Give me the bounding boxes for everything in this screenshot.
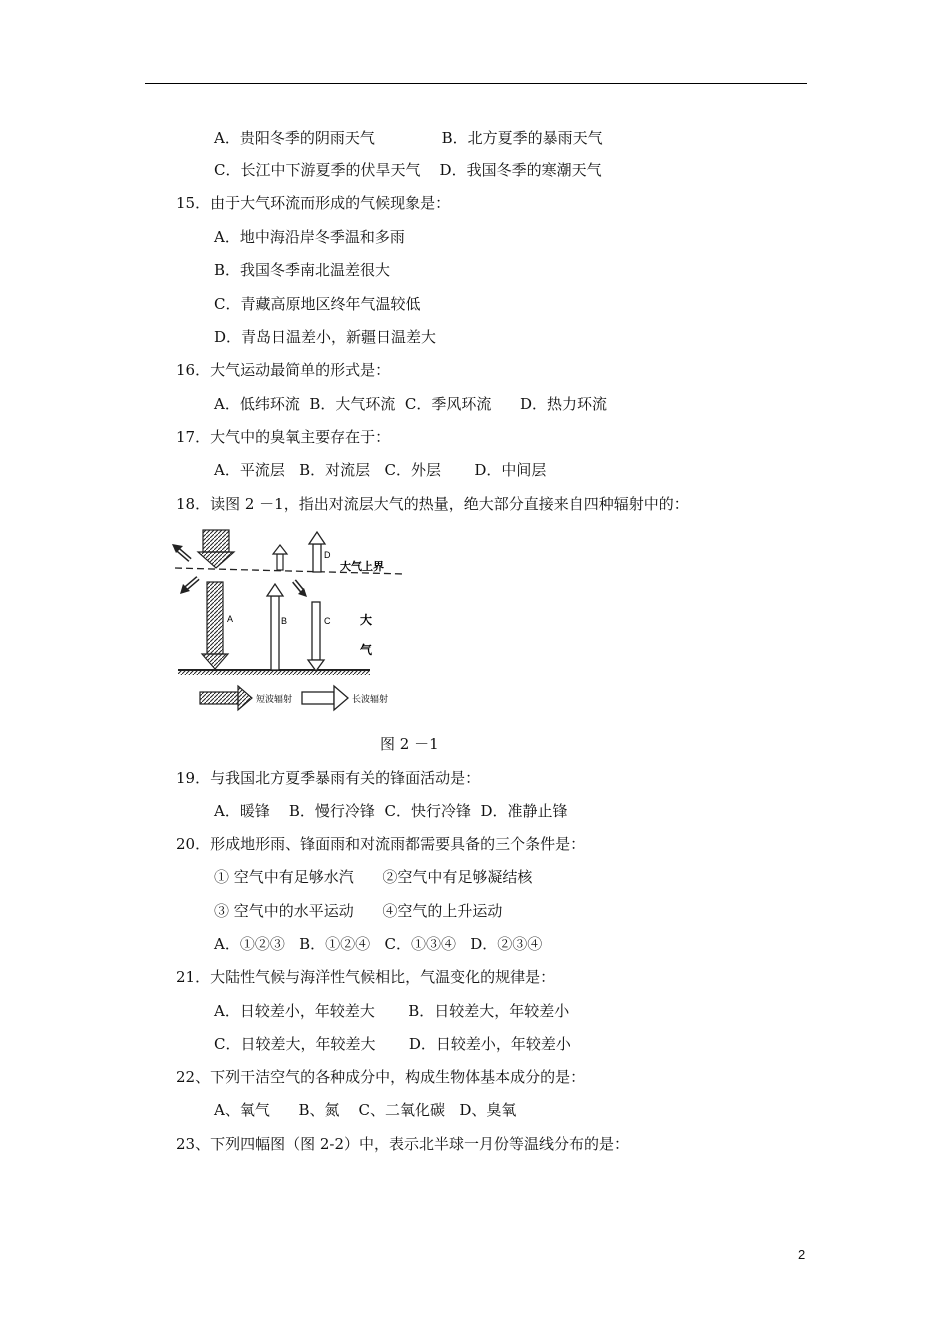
question-18: 18．读图 2 －1，指出对流层大气的热量，绝大部分直接来自四种辐射中的： bbox=[176, 495, 689, 513]
question-21: 21．大陆性气候与海洋性气候相比，气温变化的规律是： bbox=[176, 968, 556, 986]
q20-options: A．①②③ B．①②④ C．①③④ D．②③④ bbox=[214, 935, 543, 953]
small-up-arrow bbox=[273, 545, 287, 570]
question-23: 23、下列四幅图（图 2-2）中，表示北半球一月份等温线分布的是： bbox=[176, 1135, 630, 1153]
legend-short-wave-arrow bbox=[200, 686, 252, 710]
question-22: 22、下列干洁空气的各种成分中，构成生物体基本成分的是： bbox=[176, 1068, 586, 1086]
label-a: A bbox=[227, 614, 234, 624]
q15-option-c: C．青藏高原地区终年气温较低 bbox=[214, 295, 421, 313]
atmosphere-label-1: 大 bbox=[360, 613, 373, 627]
arrow-c bbox=[308, 602, 324, 671]
page-number: 2 bbox=[798, 1247, 806, 1262]
q14-options-cd: C．长江中下游夏季的伏旱天气 D．我国冬季的寒潮天气 bbox=[214, 161, 602, 179]
legend-long-wave: 长波辐射 bbox=[352, 695, 389, 705]
question-20: 20．形成地形雨、锋面雨和对流雨都需要具备的三个条件是： bbox=[176, 835, 586, 853]
q15-option-a: A．地中海沿岸冬季温和多雨 bbox=[214, 228, 405, 246]
q14-options-ab: A．贵阳冬季的阴雨天气 B．北方夏季的暴雨天气 bbox=[214, 129, 603, 147]
q15-option-b: B．我国冬季南北温差很大 bbox=[214, 261, 391, 279]
header-rule bbox=[145, 83, 807, 84]
atmosphere-top-label: 大气上界 bbox=[340, 560, 384, 573]
question-19: 19．与我国北方夏季暴雨有关的锋面活动是： bbox=[176, 769, 481, 787]
arrow-a bbox=[202, 582, 228, 669]
question-17: 17．大气中的臭氧主要存在于： bbox=[176, 428, 391, 446]
arrow-b bbox=[267, 584, 283, 670]
q22-options: A、氧气 B、氮 C、二氧化碳 D、臭氧 bbox=[214, 1101, 517, 1119]
atmosphere-label-2: 气 bbox=[360, 643, 373, 657]
reflected-arrow-outer bbox=[172, 544, 190, 560]
diagonal-arrow bbox=[294, 581, 307, 597]
question-16: 16．大气运动最简单的形式是： bbox=[176, 361, 391, 379]
q20-statements-2: ③ 空气中的水平运动 ④空气的上升运动 bbox=[214, 902, 503, 920]
question-15: 15．由于大气环流而形成的气候现象是： bbox=[176, 194, 451, 212]
figure-caption: 图 2 －1 bbox=[380, 735, 439, 753]
radiation-diagram bbox=[170, 526, 410, 721]
ground-hatch bbox=[178, 670, 370, 675]
q21-options-ab: A．日较差小，年较差大 B．日较差大，年较差小 bbox=[214, 1002, 570, 1020]
arrow-d bbox=[309, 532, 325, 572]
incoming-solar-arrow bbox=[198, 530, 234, 568]
label-d: D bbox=[324, 550, 331, 560]
label-c: C bbox=[324, 616, 331, 626]
q19-options: A．暖锋 B．慢行冷锋 C．快行冷锋 D．准静止锋 bbox=[214, 802, 568, 820]
reflected-arrow-inner bbox=[180, 578, 198, 594]
q15-option-d: D．青岛日温差小，新疆日温差大 bbox=[214, 328, 437, 346]
label-b: B bbox=[281, 616, 288, 626]
q16-options: A．低纬环流 B．大气环流 C．季风环流 D．热力环流 bbox=[214, 395, 608, 413]
legend-long-wave-arrow bbox=[302, 686, 348, 710]
q17-options: A．平流层 B．对流层 C．外层 D．中间层 bbox=[214, 461, 547, 479]
legend-short-wave: 短波辐射 bbox=[256, 695, 293, 705]
q21-options-cd: C．日较差大，年较差大 D．日较差小，年较差小 bbox=[214, 1035, 571, 1053]
q20-statements-1: ① 空气中有足够水汽 ②空气中有足够凝结核 bbox=[214, 868, 533, 886]
